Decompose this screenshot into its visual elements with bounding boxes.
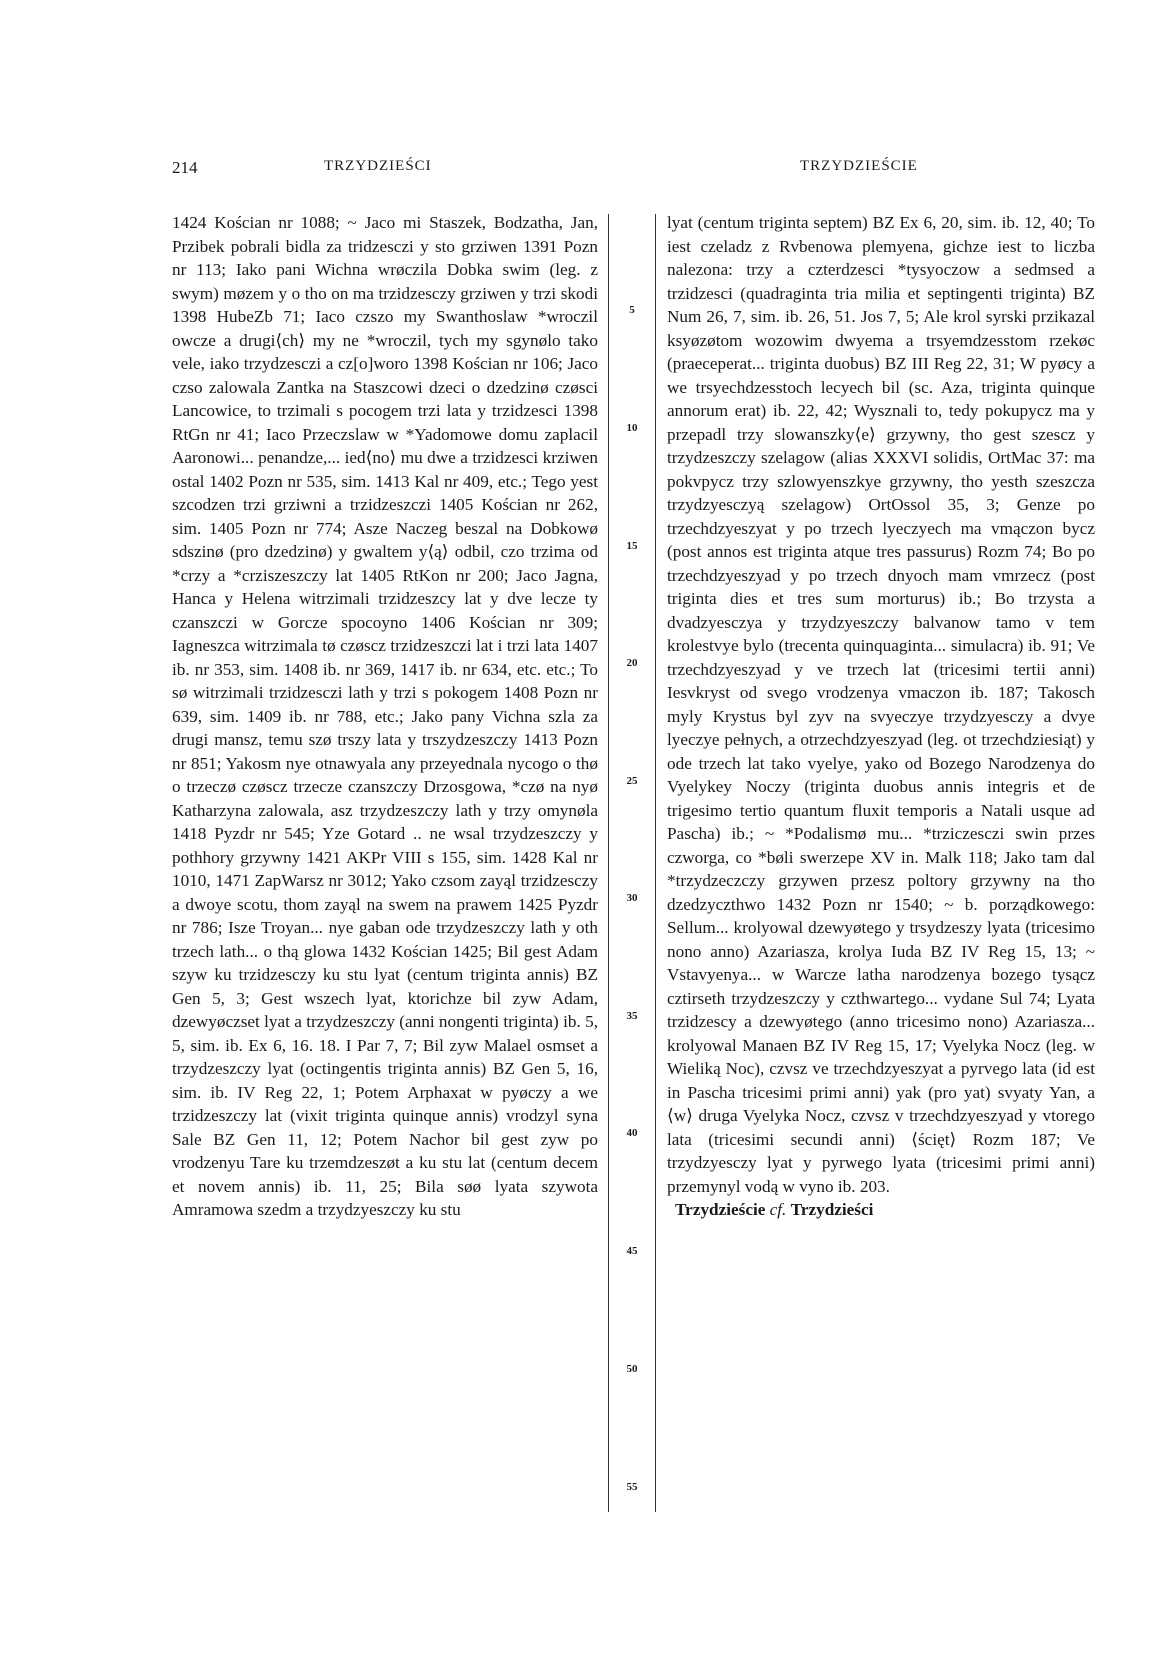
- right-column: [667, 211, 1095, 1222]
- line-number: 35: [626, 1010, 638, 1022]
- column-divider-right: [655, 214, 656, 1512]
- page-header: [172, 158, 932, 182]
- cross-reference-marker: cf.: [769, 1200, 787, 1219]
- left-column-text: 1424 Kościan nr 1088; ~ Jaco mi Staszek, Bodzatha, Jan, Przibek pobrali bidla za tridzesczi y sto grziwen 1391 Pozn nr 113; Iako pani Wichna wrøczila Dobka swim (leg. z swym) møzem y o tho on ma trzidzesczy grziwen y trzi skodi 1398 HubeZb 71; Iaco czszo my Swanthoslaw *wroczil owcze a drugi⟨ch⟩ my ne *wroczil, tych my sgynølo tako vele, iako trzydzesczi a cz[o]woro 1398 Kościan nr 106; Jaco czso zalowala Zantka na Staszcowi dzeci o dzedzinø czøsci Lancowice, to trzimali s pocogem trzi lata y trzidzesci 1398 RtGn nr 41; Iaco Przeczslaw w *Yadomowe domu zaplacil Aaronowi... penandze,... ied⟨no⟩ mu dwe a trzidzesci krziwen ostal 1402 Pozn nr 535, sim. 1413 Kal nr 409, etc.; Tego yest szcodzen trzi grziwni a trzidzeszczi 1405 Kościan nr 262, sim. 1405 Pozn nr 774; Asze Naczeg beszal na Dobkowø sdszinø (pro dzedzinø) y gwaltem y⟨ą⟩ odbil, czo trzima od *crzy a *crziszeszczy lat 1405 RtKon nr 200; Jaco Jagna, Hanca y Helena witrzimali trzidzeszcy lat y dve lecze ty czanszczi w Gorcze spocoyno 1406 Kościan nr 309; Iagneszca witrzimala tø czøscz trzidzeszczi lat i trzi lata 1407 ib. nr 353, sim. 1408 ib. nr 369, 1417 ib. nr 634, etc. etc.; To sø witrzimali trzidzesczi lath y trzi s pokogem 1408 Pozn nr 639, sim. 1409 ib. nr 788, etc.; Jako pany Vichna szla za drugi mansz, temu szø trszy lata y trszydzeszczy 1413 Pozn nr 851; Yakosm nye otnawyala any przeyednala nycogo o thø o trzeczø czøscz trzecze czanszczy Drzosgowa, *czø na nyø Katharzyna zalowala, asz trzydzeszczy lath y trzy omynøla 1418 Pyzdr nr 545; Yze Gotard .. ne wsal trzydzeszczy y pothhory grzywny 1421 AKPr VIII s 155, sim. 1428 Kal nr 1010, 1471 ZapWarsz nr 3012; Yako czsom zayąl trzidzesczy a dwoye scotu, thom zayąl na swem na prawem 1425 Pyzdr nr 786; Isze Troyan... nye gaban ode trzydzeszczy lath y oth trzech lath... o thą glowa 1432 Kościan 1425; Bil gest Adam szyw ku trzidzesczy ku stu lyat (centum triginta annis) BZ Gen 5, 3; Gest wszech lyat, ktorichze bil zyw Adam, dzewyøczset lyat a trzydzeszczy (anni nongenti triginta) ib. 5, 5, sim. ib. Ex 6, 16. 18. I Par 7, 7; Bil zyw Malael osmset a trzydzeszczy lyat (octingentis triginta annis) BZ Gen 5, 16, sim. ib. IV Reg 22, 1; Potem Arphaxat w pyøczy a we trzidzeszczy lat (vixit triginta quinque annis) vrodzyl syna Sale BZ Gen 11, 12; Potem Nachor bil gest zyw po vrodzenyu Tare ku trzemdzeszøt a ku stu lat (centum decem et novem annis) ib. 11, 25; Bila søø lyata szywota Amramowa szedm a trzydzyeszczy ku stu: [172, 213, 598, 1219]
- entry-headword: Trzydzieście: [675, 1200, 766, 1219]
- line-number-gutter: [609, 211, 655, 1511]
- line-number: 25: [626, 775, 638, 787]
- left-column: [172, 211, 598, 1222]
- line-number: 40: [626, 1127, 638, 1139]
- line-number: 30: [626, 892, 638, 904]
- line-number: 50: [626, 1363, 638, 1375]
- page-number: 214: [172, 158, 198, 177]
- running-head-right: TRZYDZIEŚCIE: [800, 158, 918, 174]
- closing-entry: [667, 1198, 1095, 1222]
- right-column-text: lyat (centum triginta septem) BZ Ex 6, 20, sim. ib. 12, 40; To iest czeladz z Rvbenowa plemyena, gichze iest to liczba nalezona: trzy a czterdzesci *tysyoczow a sedmsed a trzidzesci (quadraginta tria milia et septingenti triginta) BZ Num 26, 7, sim. ib. 26, 51. Jos 7, 5; Ale krol syrski przikazal ksyøzøtom wozowim dwyema a trsyemdzesstom rzekøc (praeceperat... triginta duobus) BZ III Reg 22, 31; W pyøcy a we trsyechdzesstoch lecyech bil (sc. Aza, triginta quinque annorum erat) ib. 22, 42; Wysznali to, tedy pokupycz ma y przepadl trzy slowanszky⟨e⟩ grzywny, tho gest szescz y trzydzeszczy szelagow (alias XXXVI solidis, OrtMac 37: ma pokvpycz trzy szlowyenszkye grzywny, tho yesth szeszcza trzydzyesczyą szelagow) OrtOssol 35, 3; Genze po trzechdzyeszyat y po trzech lyeczyech ma vmączon bycz (post annos est triginta atque tres passurus) Rozm 74; Bo po trzechdzyeszyad y po trzech dnyoch mam vmrzecz (post triginta dies et tres sum morturus) ib.; Bo trzysta a dvadzyesczya y trzydzyeszczy balvanow tamo v tem krolestvye bylo (trecenta quinquaginta... simulacra) ib. 91; Ve trzechdzyeszyad y ve trzech lat (tricesimi tertii anni) Iesvkryst od svego vrodzenya vmaczon ib. 187; Takosch myly Krystus byl zyv na svyeczye trzydzyesczy a dvye lyeczye pełnych, a otrzechdzyeszyad (leg. ot trzechdziesiąt) y ode trzech lat tako vyelye, yako od Bozego Narodzenya do Vyelykey Noczy (triginta duobus annis integris et de trigesimo tertio quantum fluxit temporis a Natali usque ad Pascha) ib.; ~ *Podalismø mu... *trziczesczi swin przes czworga, co *bøli swerzepe XV in. Malk 118; Jako tam dal *trzydzeczczy grzywen przesz poltory grzywny na tho dzedzyczthwo 1432 Pozn nr 1540; ~ b. porządkowego: Sellum... krolyowal dzewyøtego y trsydzeszy lyata (tricesimo nono anno) Azariasza, krolya Iuda BZ IV Reg 15, 13; ~ Vstavyenya... w Warcze latha narodzenya bozego tysącz cztirseth trzydzeszczy y czthwartego... vydane Sul 74; Lyata trzidzescy a dzewyøtego (anno tricesimo nono) Azariasza... krolyowal Manaen BZ IV Reg 15, 17; Vyelyka Nocz (leg. w Wieliką Noc), czvsz ve trzechdzyeszyat a pyrvego lata (id est in Pascha tricesimi primi anni) yak (pro yat) svyaty Yan, a ⟨w⟩ druga Vyelyka Nocz, czvsz v trzechdzyeszyad y vtorego lata (tricesimi secundi anni) ⟨ścięt⟩ Rozm 187; Ve trzydzyesczy lyat y pyrwego lyata (tricesimi primi anni) przemynyl vodą w vyno ib. 203.: [667, 213, 1095, 1196]
- line-number: 10: [626, 422, 638, 434]
- cross-reference-target: Trzydzieści: [790, 1200, 874, 1219]
- line-number: 45: [626, 1245, 638, 1257]
- line-number: 5: [629, 304, 635, 316]
- running-head-left: TRZYDZIEŚCI: [324, 158, 432, 174]
- line-number: 20: [626, 657, 638, 669]
- line-number: 15: [626, 540, 638, 552]
- line-number: 55: [626, 1481, 638, 1493]
